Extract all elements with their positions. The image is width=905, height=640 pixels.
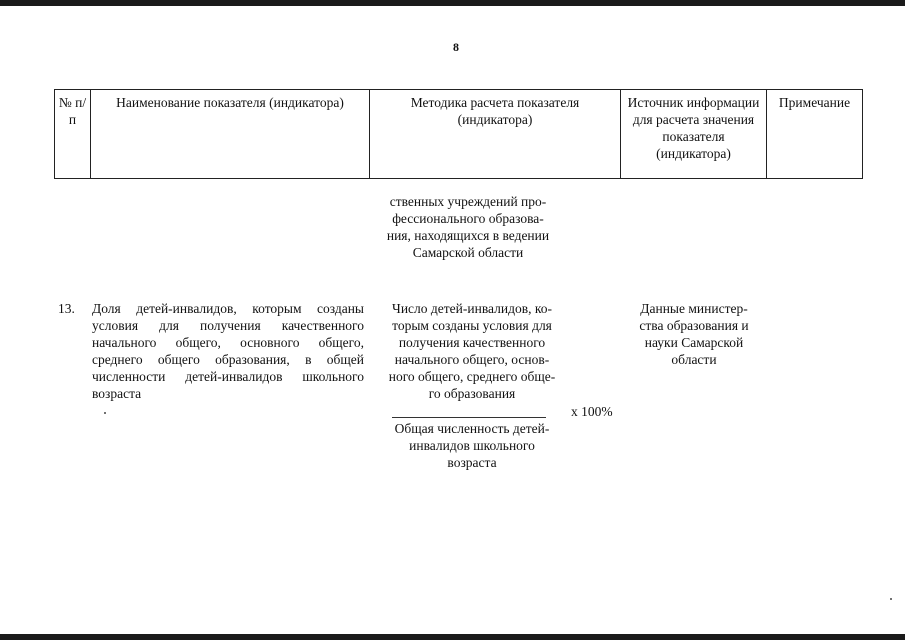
page-number: 8: [453, 40, 459, 54]
denominator-line: возраста: [447, 455, 497, 470]
scan-border-bottom: [0, 634, 905, 640]
source-line: науки Самарской: [644, 335, 744, 350]
formula-fraction-line: [392, 417, 546, 418]
continuation-method-text: [360, 193, 576, 261]
source-line: ства образования и: [639, 318, 749, 333]
row-13-formula-multiplier: x 100%: [571, 404, 613, 419]
continuation-line: ственных учреждений про-: [389, 194, 547, 209]
row-13-indicator-name: Доля детей-инвалидов, которым созданы условия для получения качественного начального общего, основного общего, среднего общего образования, в общей численности детей-инвалидов школьного возраста: [92, 301, 364, 401]
scan-speck: [890, 598, 892, 600]
table-header: [54, 89, 863, 179]
continuation-line: Самарской области: [412, 245, 524, 260]
table-header-row: [55, 90, 863, 179]
denominator-line: инвалидов школьного: [409, 438, 535, 453]
continuation-line: фессионального образова-: [392, 211, 544, 226]
header-col-note: Примечание: [767, 90, 863, 179]
numerator-line: го образования: [428, 386, 516, 401]
continuation-line: ния, находящихся в ведении: [386, 228, 550, 243]
row-13-formula-denominator: [372, 420, 572, 471]
row-13-data-source: [620, 300, 768, 368]
header-col-source: Источник информации для расчета значения показателя (индикатора): [621, 90, 767, 179]
numerator-line: получения качественного: [398, 335, 546, 350]
row-13-formula-numerator: [372, 300, 572, 402]
header-col-method: Методика расчета показателя (индикатора): [370, 90, 621, 179]
numerator-line: торым созданы условия для: [392, 318, 552, 333]
source-line: области: [671, 352, 717, 367]
row-13-number: 13.: [58, 301, 75, 316]
source-line: Данные министер-: [640, 301, 748, 316]
scan-border-top: [0, 0, 905, 6]
denominator-line: Общая численность детей-: [394, 421, 550, 436]
header-col-number: № п/п: [55, 90, 91, 179]
numerator-line: ного общего, среднего обще-: [388, 369, 556, 384]
numerator-line: начального общего, основ-: [394, 352, 550, 367]
scan-speck: [104, 412, 106, 414]
numerator-line: Число детей-инвалидов, ко-: [392, 301, 552, 316]
header-col-name: Наименование показателя (индикатора): [91, 90, 370, 179]
